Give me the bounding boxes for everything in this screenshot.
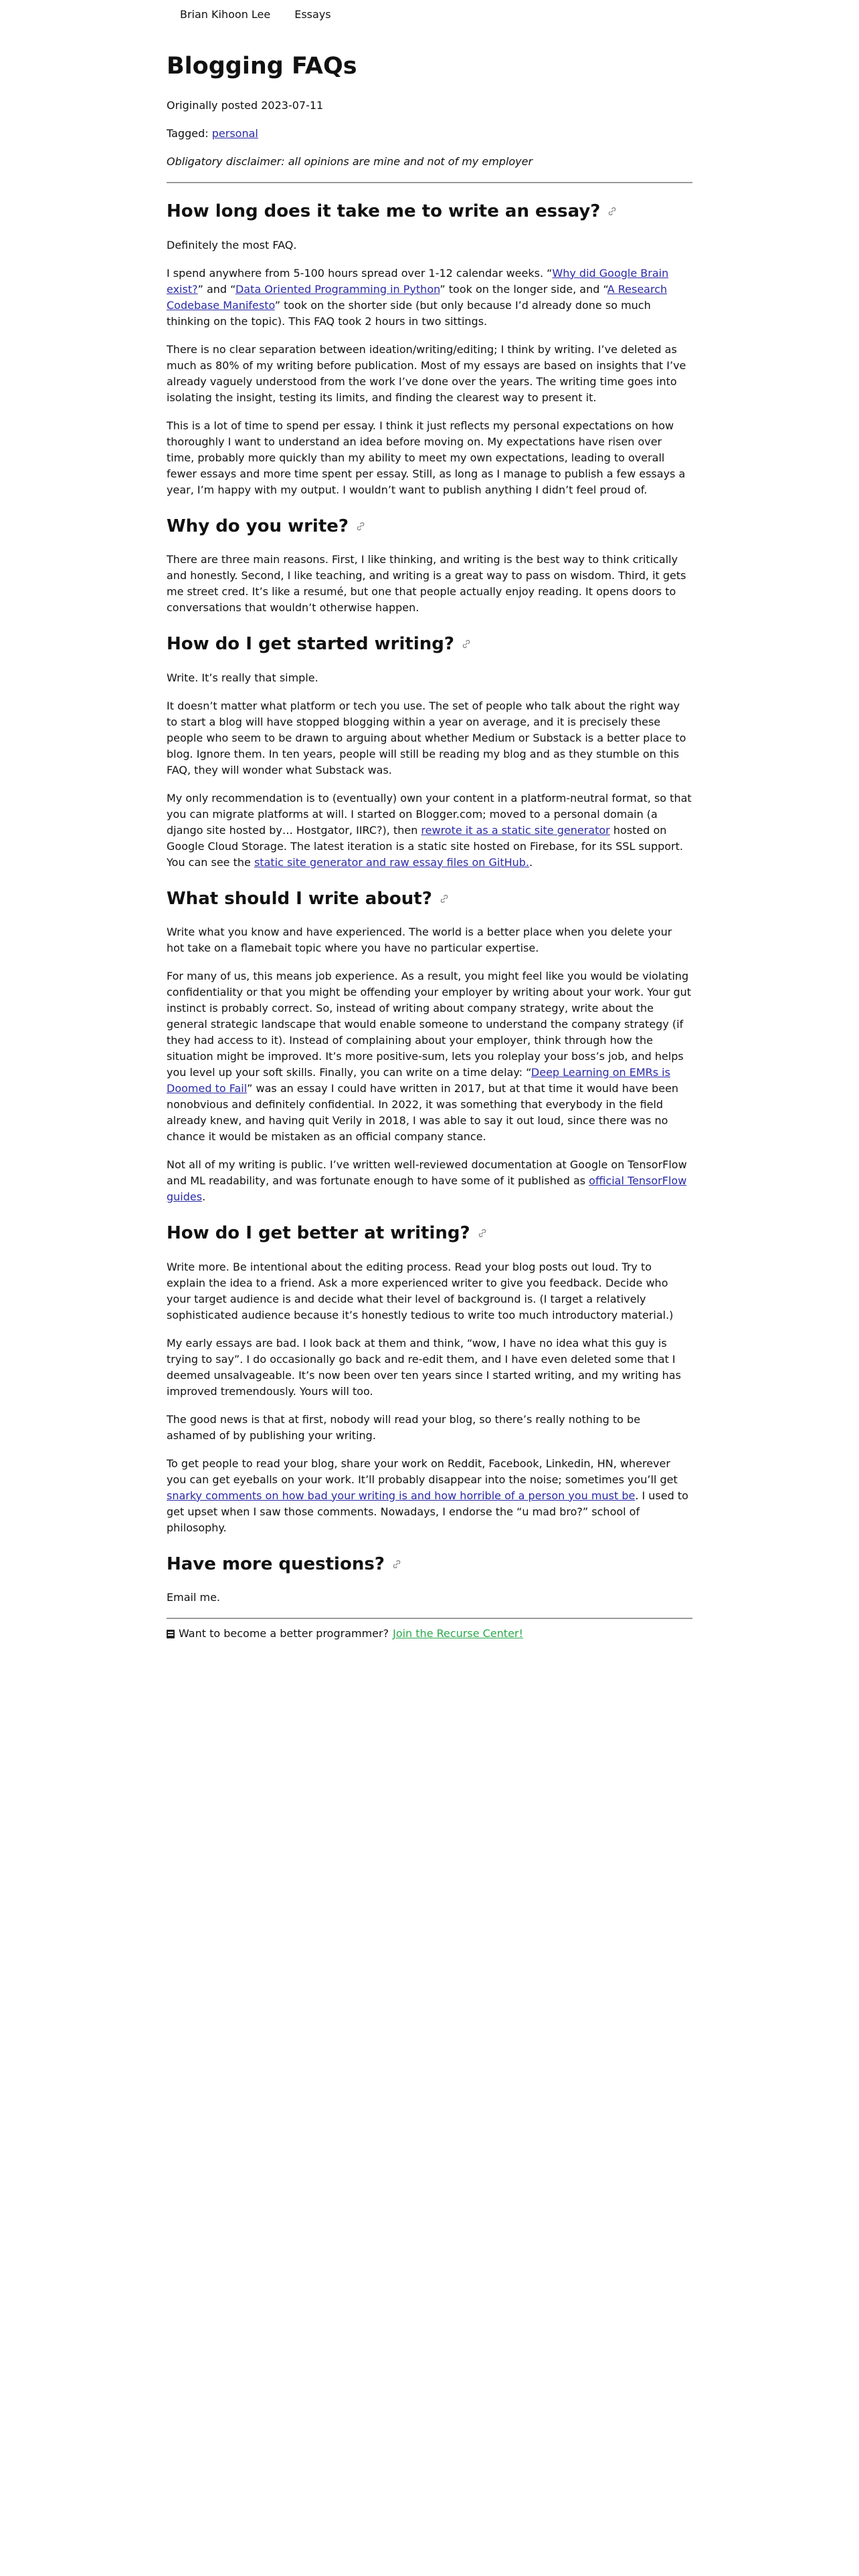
paragraph: My early essays are bad. I look back at them and think, “wow, I have no idea what this guy is trying to say”. I do occasionally go back and re-edit them, and I have even deleted some that I deemed unsalvageable. It’s now been over ten years since I started writing, and my writing has improved tremendously. Yours will too. bbox=[167, 1336, 681, 1398]
nav-essays-link[interactable]: Essays bbox=[294, 8, 331, 21]
essay-link-codebase-manifesto[interactable]: A Research Codebase Manifesto bbox=[167, 282, 668, 312]
paragraph: The good news is that at first, nobody will read your blog, so there’s really nothing to be ashamed of by publishing your writing. bbox=[167, 1412, 641, 1442]
tag-personal-link[interactable]: personal bbox=[211, 127, 258, 140]
paragraph-text: ” and “ bbox=[197, 282, 235, 296]
paragraph: Write more. Be intentional about the editing process. Read your blog posts out loud. Try to explain the idea to a friend. Ask a more experienced writer to give you feedback. Decide who your target audience is and decide what their level of background is. (I target a relatively sophisticated audience because it’s honestly tedious to write too much introductory material.) bbox=[167, 1260, 674, 1321]
essay-link-google-brain[interactable]: Why did Google Brain exist? bbox=[167, 266, 669, 296]
paragraph-text: ” was an essay I could have written in 2017, but at that time it would have been nonobvious and definitely confidential. In 2022, it was something that everybody in the field already knew, and having quit Verily in 2018, I was able to say it out loud, since there was no chance it would be mistaken as an official company stance. bbox=[167, 1082, 679, 1143]
page-title: Blogging FAQs bbox=[167, 53, 357, 80]
section-heading-text: What should I write about? bbox=[167, 888, 432, 909]
section-heading-text: Have more questions? bbox=[167, 1553, 385, 1574]
paragraph: Write what you know and have experienced. The world is a better place when you delete your hot take on a flamebait topic where you have no particular expertise. bbox=[167, 926, 672, 954]
paragraph bbox=[167, 968, 692, 1145]
paragraph bbox=[167, 265, 692, 330]
section-heading-more-questions bbox=[167, 1553, 692, 1576]
paragraph: There are three main reasons. First, I like thinking, and writing is the best way to think critically and honestly. Second, I like teaching, and writing is a great way to pass on wisdom. Third, it gets me street cred. It’s like a resumé, but one that people actually enjoy reading. It opens doors to conversations that wouldn’t otherwise happen. bbox=[167, 553, 686, 614]
tags-label: Tagged: bbox=[167, 127, 209, 140]
link-snarky-comments[interactable]: snarky comments on how bad your writing is and how horrible of a person you must be bbox=[167, 1489, 636, 1502]
tags-line bbox=[167, 126, 692, 142]
footer-text: Want to become a better programmer? bbox=[179, 1627, 389, 1640]
top-nav bbox=[167, 0, 692, 29]
page bbox=[167, 0, 692, 1642]
link-anchor-icon[interactable] bbox=[477, 1228, 488, 1239]
paragraph-text: hosted on Google Cloud Storage. The latest iteration is a static site hosted on Firebase, for its SSL support. You can see the bbox=[167, 823, 683, 869]
section-heading-text: Why do you write? bbox=[167, 516, 349, 536]
paragraph-text: . bbox=[202, 1190, 206, 1203]
paragraph: This is a lot of time to spend per essay. I think it just reflects my personal expectations on how thoroughly I want to understand an idea before moving on. My expectations have risen over time, probably more quickly than my ability to meet my own expectations, leading to overall fewer essays and more time spent per essay. Still, as long as I manage to publish a few essays a year, I’m happy with my output. I wouldn’t want to publish anything I didn’t feel proud of. bbox=[167, 419, 686, 496]
footer bbox=[167, 1626, 692, 1642]
link-anchor-icon[interactable] bbox=[607, 206, 617, 217]
link-static-site-generator[interactable]: rewrote it as a static site generator bbox=[421, 823, 610, 837]
paragraph bbox=[167, 1456, 692, 1536]
link-github-repo[interactable]: static site generator and raw essay files on GitHub. bbox=[254, 855, 529, 869]
section-heading-how-long bbox=[167, 201, 692, 223]
paragraph-text: . I used to get upset when I saw those comments. Nowadays, I endorse the “u mad bro?” school of philosophy. bbox=[167, 1489, 688, 1534]
link-tensorflow-guides[interactable]: official TensorFlow guides bbox=[167, 1174, 687, 1203]
paragraph: Email me. bbox=[167, 1591, 220, 1604]
link-anchor-icon[interactable] bbox=[355, 521, 366, 532]
paragraph-text: ” took on the shorter side (but only because I’d already done so much thinking on the topic). This FAQ took 2 hours in two sittings. bbox=[167, 298, 651, 328]
paragraph-text: I spend anywhere from 5-100 hours spread over 1-12 calendar weeks. “ bbox=[167, 266, 553, 280]
paragraph-text: To get people to read your blog, share your work on Reddit, Facebook, Linkedin, HN, wherever you can get eyeballs on your work. It’ll probably disappear into the noise; sometimes you’ll get bbox=[167, 1457, 678, 1486]
section-heading-text: How do I get started writing? bbox=[167, 634, 454, 654]
section-heading-get-started bbox=[167, 633, 692, 655]
paragraph-text: My only recommendation is to (eventually) own your content in a platform-neutral format, so that you can migrate platforms at will. I started on Blogger.com; moved to a personal domain (a django site hosted by… Hostgator, IIRC?), then bbox=[167, 791, 692, 837]
essay-link-emrs[interactable]: Deep Learning on EMRs is Doomed to Fail bbox=[167, 1066, 670, 1095]
section-heading-what-write bbox=[167, 888, 692, 910]
link-anchor-icon[interactable] bbox=[461, 639, 472, 649]
paragraph-text: For many of us, this means job experience. As a result, you might feel like you would be violating confidentiality or that you might be offending your employer by writing about your work. Your gut instinct is probably correct. So, instead of writing about company strategy, write about the general strategic landscape that would enable someone to understand the company strategy (if they had access to it). Instead of complaining about your employer, think through how the situation might be improved. It’s more positive-sum, lets you roleplay your boss’s job, and helps you level up your soft skills. Finally, you can write on a time delay: “ bbox=[167, 970, 692, 1079]
footer-divider bbox=[167, 1618, 692, 1619]
section-heading-get-better bbox=[167, 1222, 692, 1245]
section-heading-text: How do I get better at writing? bbox=[167, 1223, 470, 1243]
paragraph bbox=[167, 790, 692, 871]
section-heading-text: How long does it take me to write an essay? bbox=[167, 201, 601, 221]
posted-date: Originally posted 2023-07-11 bbox=[167, 99, 324, 112]
link-anchor-icon[interactable] bbox=[391, 1559, 402, 1570]
paragraph bbox=[167, 1157, 692, 1205]
disclaimer bbox=[167, 154, 692, 170]
disclaimer-text: Obligatory disclaimer: all opinions are mine and not of my employer bbox=[167, 155, 533, 168]
paragraph: Definitely the most FAQ. bbox=[167, 238, 297, 251]
paragraph-text: Not all of my writing is public. I’ve written well-reviewed documentation at Google on TensorFlow and ML readability, and was fortunate enough to have some of it published as bbox=[167, 1158, 687, 1187]
paragraph: Write. It’s really that simple. bbox=[167, 671, 318, 684]
essay-link-data-oriented[interactable]: Data Oriented Programming in Python bbox=[235, 282, 440, 296]
header-divider bbox=[167, 182, 692, 183]
paragraph: There is no clear separation between ideation/writing/editing; I think by writing. I’ve deleted as much as 80% of my writing before publication. Most of my essays are based on insights that I’ve already vaguely understood from the work I’ve done over the years. The writing time goes into isolating the insight, testing its limits, and finding the clearest way to present it. bbox=[167, 342, 686, 404]
nav-home-link[interactable]: Brian Kihoon Lee bbox=[180, 8, 271, 21]
paragraph-text: ” took on the longer side, and “ bbox=[440, 282, 607, 296]
section-heading-why-write bbox=[167, 516, 692, 538]
recurse-center-link[interactable]: Join the Recurse Center! bbox=[393, 1627, 523, 1640]
paragraph-text: . bbox=[529, 855, 533, 869]
paragraph: It doesn’t matter what platform or tech you use. The set of people who talk about the right way to start a blog will have stopped blogging within a year on average, and it is precisely these people who seem to be drawn to arguing about whether Medium or Substack is a better place to blog. Ignore them. In ten years, people will still be reading my blog and as they stumble on this FAQ, they will wonder what Substack was. bbox=[167, 699, 686, 776]
link-anchor-icon[interactable] bbox=[439, 893, 450, 904]
recurse-center-icon bbox=[167, 1630, 175, 1638]
